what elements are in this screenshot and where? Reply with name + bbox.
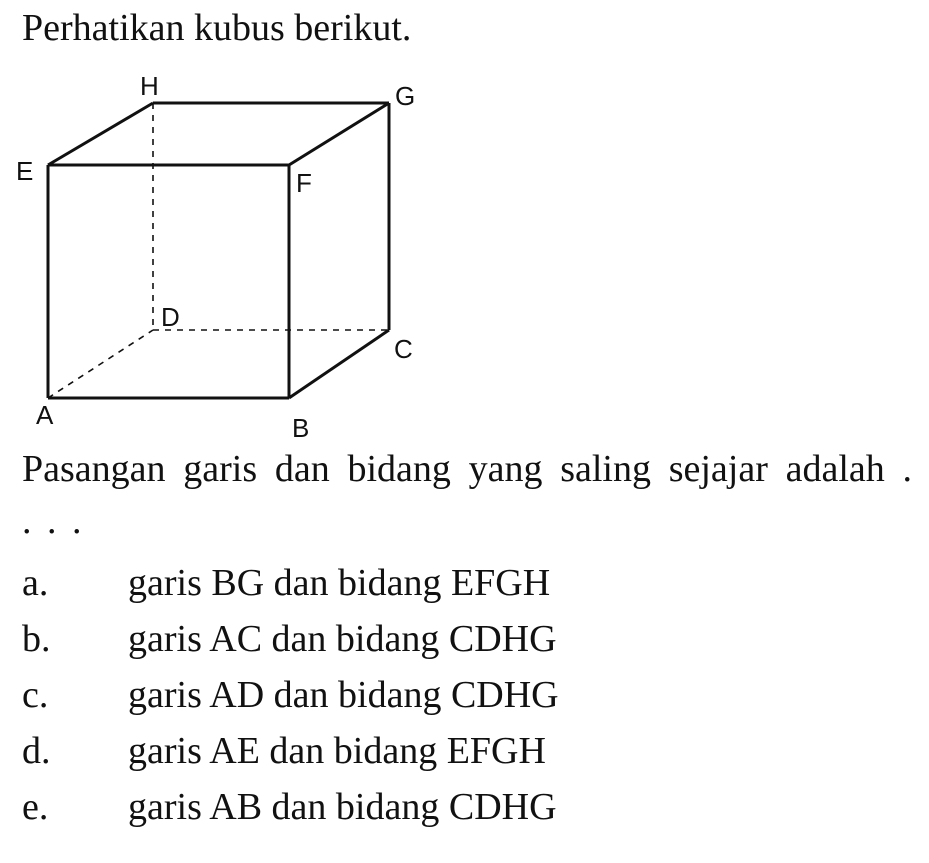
option-b[interactable] xyxy=(22,611,559,667)
option-text: garis AD dan bidang CDHG xyxy=(128,674,559,716)
vertex-label-e: E xyxy=(16,156,34,186)
option-d[interactable] xyxy=(22,723,559,779)
edge-cb xyxy=(289,330,389,398)
intro-text: Perhatikan kubus berikut. xyxy=(22,7,412,49)
option-letter: a. xyxy=(22,562,49,604)
option-c[interactable] xyxy=(22,667,559,723)
option-a[interactable] xyxy=(22,555,559,611)
vertex-label-c: C xyxy=(394,334,413,364)
vertex-label-f: F xyxy=(296,168,312,198)
option-text: garis AE dan bidang EFGH xyxy=(128,730,546,772)
vertex-label-h: H xyxy=(140,71,159,101)
option-text: garis AC dan bidang CDHG xyxy=(128,618,557,660)
vertex-label-d: D xyxy=(161,302,180,332)
edge-ad-hidden xyxy=(48,330,153,398)
vertex-label-a: A xyxy=(36,400,54,430)
edge-gf xyxy=(289,103,389,165)
question-text: Pasangan garis dan bidang yang saling sejajar adalah . . . . xyxy=(22,448,912,542)
option-text: garis BG dan bidang EFGH xyxy=(128,562,551,604)
vertex-label-b: B xyxy=(292,413,310,440)
edge-eh xyxy=(48,103,153,165)
vertex-label-g: G xyxy=(395,81,416,111)
option-letter: d. xyxy=(22,730,51,772)
option-letter: e. xyxy=(22,786,49,828)
option-e[interactable] xyxy=(22,779,559,835)
answer-options xyxy=(22,555,559,835)
option-letter: b. xyxy=(22,618,51,660)
option-letter: c. xyxy=(22,674,49,716)
option-text: garis AB dan bidang CDHG xyxy=(128,786,557,828)
